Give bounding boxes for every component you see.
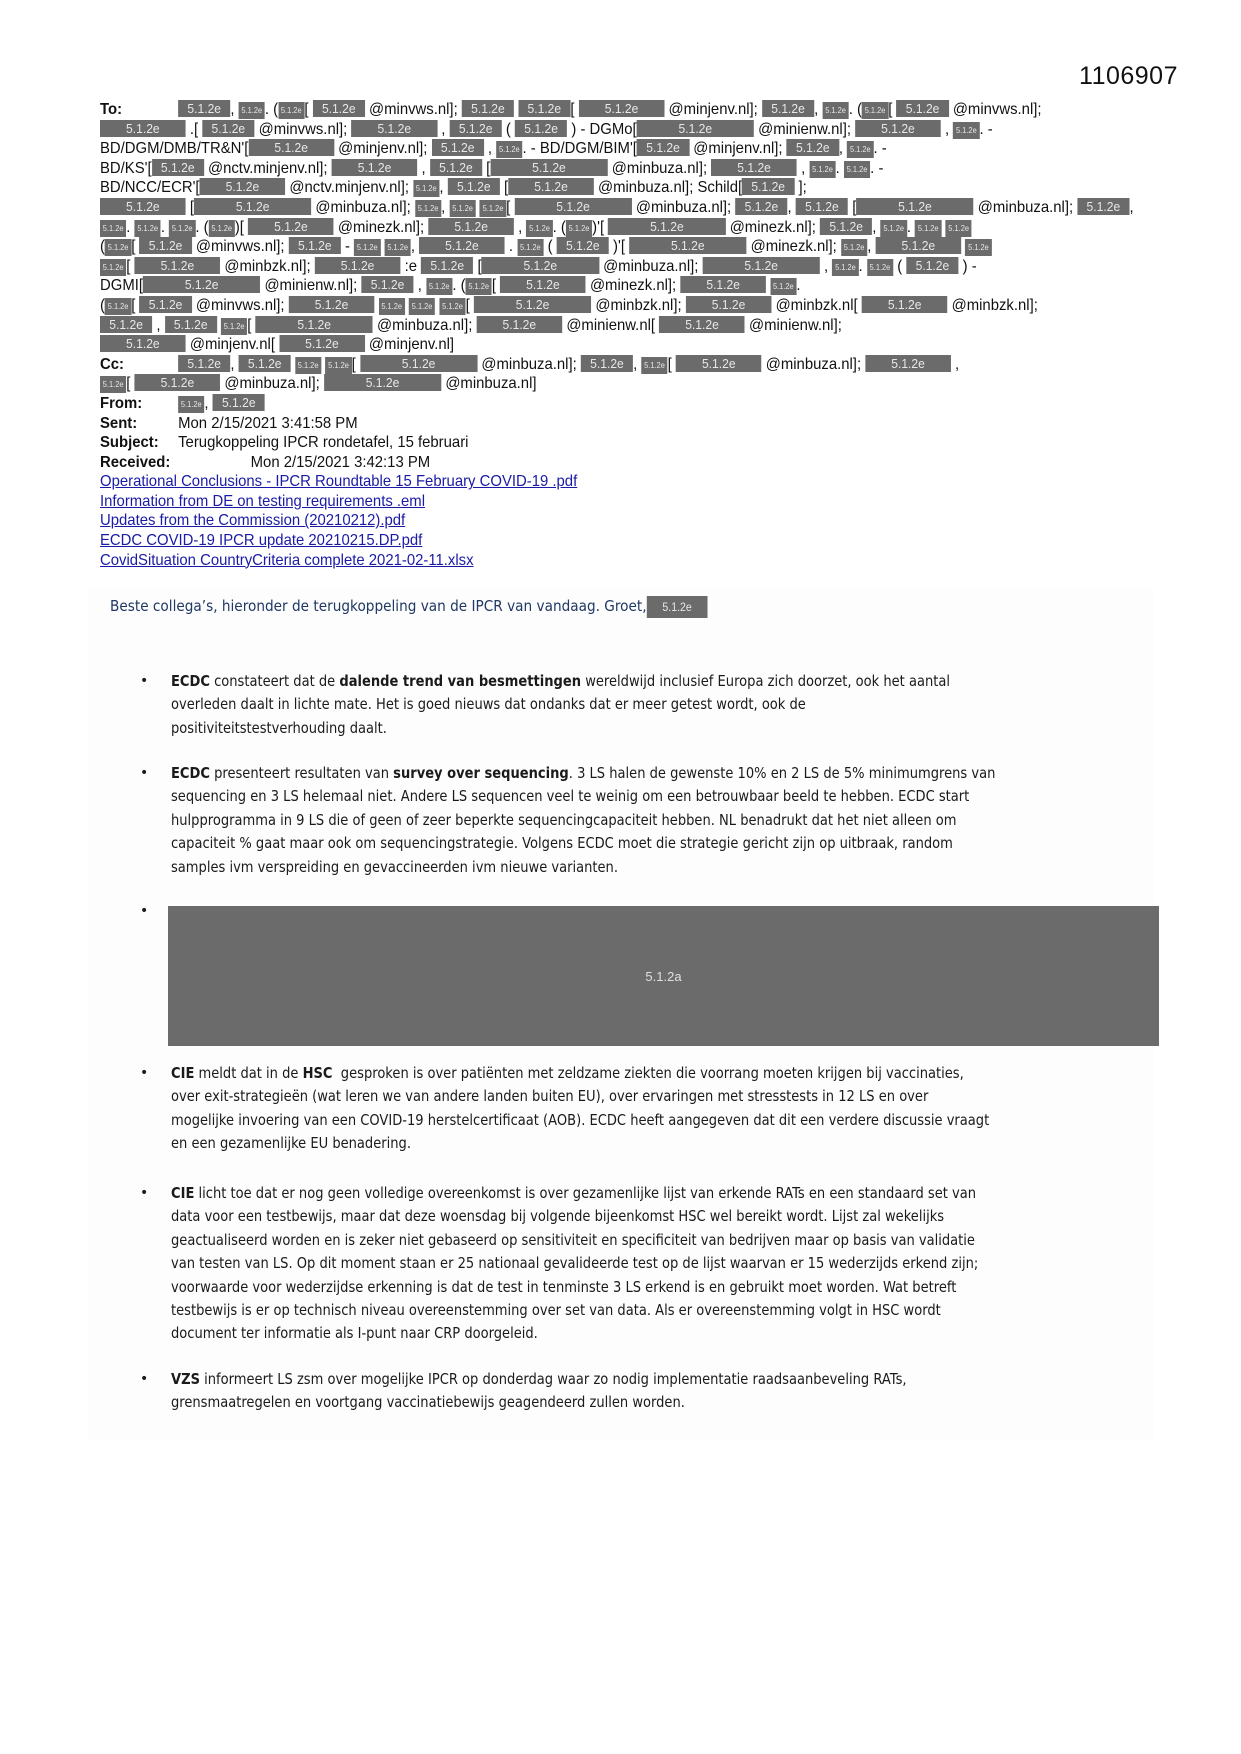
bullet-text: ECDC presenteert resultaten van survey over sequencing. 3 LS halen de gewenste 10% en 2 LS de 5% minimumgrens van sequencing en 3 LS helemaal niet. Andere LS sequencen veel te weinig om een betrouwbaar beeld te hebben. ECDC start hulpprogramma in 9 LS die of geen of zeer beperkte sequencingcapaciteit hebben. NL benadrukt dat het niet alleen om capaciteit % gaat maar ook om sequencingstrategie. Volgens ECDC moet die strategie gericht zijn op uitbraak, random samples ivm verspreiding en gevaccineerden ivm nieuwe varianten. xyxy=(171,764,996,876)
redaction-box: 5.1.2e xyxy=(832,259,858,276)
redaction-box: 5.1.2e xyxy=(105,298,131,315)
redaction-box: 5.1.2e xyxy=(515,120,567,137)
redaction-box: 5.1.2e xyxy=(946,220,972,237)
redaction-box: 5.1.2e xyxy=(462,100,514,117)
redaction-box: 5.1.2e xyxy=(965,239,991,256)
redaction-box: 5.1.2e xyxy=(629,237,746,254)
subject-value: Terugkoppeling IPCR rondetafel, 15 februari xyxy=(178,434,469,452)
redaction-box: 5.1.2e xyxy=(867,259,893,276)
redaction-box: 5.1.2e xyxy=(421,257,473,274)
redaction-box: 5.1.2e xyxy=(862,102,888,119)
to-label: To: xyxy=(100,101,123,118)
redaction-box: 5.1.2e xyxy=(361,276,413,293)
redaction-box: 5.1.2e xyxy=(490,159,607,176)
recipient-line: Cc: 5.1.2e , 5.1.2e 5.1.2e 5.1.2e [ 5.1.2e @minbuza.nl]; 5.1.2e , 5.1.2e [ 5.1.2e @minbuza.nl]; 5.1.2e , xyxy=(100,355,960,373)
redaction-box: 5.1.2e xyxy=(517,239,543,256)
redaction-box: 5.1.2e xyxy=(415,200,441,217)
bullet-icon: • xyxy=(140,1185,149,1201)
redaction-box: 5.1.2e xyxy=(659,316,745,333)
cc-label: Cc: xyxy=(100,355,124,373)
redaction-box: 5.1.2e xyxy=(432,139,484,156)
bullet-icon: • xyxy=(140,765,149,781)
received-value: Mon 2/15/2021 3:42:13 PM xyxy=(250,453,431,471)
redaction-box: 5.1.2e xyxy=(770,278,796,295)
redaction-box: 5.1.2e xyxy=(862,296,948,313)
redaction-box: 5.1.2e xyxy=(881,220,907,237)
redaction-box: 5.1.2e xyxy=(426,278,452,295)
redaction-box: 5.1.2e xyxy=(647,596,708,618)
from-label: From: xyxy=(100,394,143,412)
redaction-box: 5.1.2e xyxy=(762,100,814,117)
redaction-box: 5.1.2e xyxy=(809,161,835,178)
redaction-box: 5.1.2e xyxy=(514,198,631,215)
redaction-box: 5.1.2e xyxy=(385,239,411,256)
recipient-line: BD/DGM/DMB/TR&N'[ 5.1.2e @minjenv.nl]; 5.1.2e , 5.1.2e . - BD/DGM/BIM'[ 5.1.2e @minjenv.nl]; 5.1.2e , 5.1.2e . - xyxy=(100,140,887,158)
bullet-text: ECDC constateert dat de dalende trend van besmettingen wereldwijd inclusief Europa zich doorzet, ook het aantal overleden daalt in lichte mate. Het is goed nieuws dat ondanks dat er meer getest wordt, ook de positiviteitstestverhouding daalt. xyxy=(171,672,950,737)
redaction-box: 5.1.2e xyxy=(100,335,186,352)
redaction-box: 5.1.2e xyxy=(409,298,435,315)
from-value: 5.1.2e , 5.1.2e xyxy=(178,395,265,412)
to-recipients xyxy=(100,100,1134,355)
redaction-box: 5.1.2e xyxy=(169,220,195,237)
subject-label: Subject: xyxy=(100,434,159,452)
redaction-box: 5.1.2e xyxy=(855,120,941,137)
redaction-box: 5.1.2e xyxy=(413,180,439,197)
recipient-line: ( 5.1.2e [ 5.1.2e @minvws.nl]; 5.1.2e 5.1.2e 5.1.2e 5.1.2e [ 5.1.2e @minbzk.nl]; 5.1.2e @minbzk.nl[ 5.1.2e @minbzk.nl]; xyxy=(100,296,1038,314)
redaction-box: 5.1.2e xyxy=(100,259,126,276)
recipient-line: DGMI[ 5.1.2e @minienw.nl]; 5.1.2e , 5.1.2e . ( 5.1.2e [ 5.1.2e @minezk.nl]; 5.1.2e 5.1.2e . xyxy=(100,277,801,295)
redaction-box: 5.1.2e xyxy=(213,394,265,411)
recipient-line: 5.1.2e [ 5.1.2e @minbuza.nl]; 5.1.2e , 5.1.2e 5.1.2e [ 5.1.2e @minbuza.nl]; 5.1.2e , 5.1.2e [ 5.1.2e @minbuza.nl]; 5.1.2e , xyxy=(100,198,1086,218)
redaction-box: 5.1.2e xyxy=(865,355,951,372)
redaction-box: 5.1.2e xyxy=(152,159,204,176)
bullet-icon: • xyxy=(140,903,149,919)
redaction-box: 5.1.2e xyxy=(135,220,161,237)
bullet-icon: • xyxy=(140,673,149,689)
redaction-box: 5.1.2e xyxy=(239,355,291,372)
redaction-box: 5.1.2e xyxy=(915,220,941,237)
redaction-box: 5.1.2e xyxy=(256,316,373,333)
redaction-box: 5.1.2e xyxy=(100,220,126,237)
bullet-cie-rats xyxy=(140,1182,1140,1346)
redaction-box: 5.1.2e xyxy=(379,298,405,315)
redaction-box: 5.1.2e xyxy=(637,139,689,156)
redaction-box: 5.1.2e xyxy=(100,198,186,215)
bullet-ecdc-sequencing xyxy=(140,762,1140,879)
redaction-box: 5.1.2e xyxy=(430,159,482,176)
redaction-box: 5.1.2e xyxy=(419,237,505,254)
bullet-vzs xyxy=(140,1368,1140,1415)
redaction-box: 5.1.2e xyxy=(100,120,186,137)
redaction-box: 5.1.2e xyxy=(278,102,304,119)
redaction-box: 5.1.2e xyxy=(822,102,848,119)
received-label: Received: xyxy=(100,453,171,471)
redaction-box: 5.1.2e xyxy=(194,198,311,215)
redaction-box: 5.1.2e xyxy=(742,178,794,195)
redaction-box: 5.1.2e xyxy=(248,139,334,156)
redaction-box: 5.1.2e xyxy=(1077,198,1129,215)
redaction-box: 5.1.2e xyxy=(200,178,286,195)
sent-row xyxy=(100,414,1086,434)
redaction-box: 5.1.2e xyxy=(875,237,961,254)
redaction-box: 5.1.2e xyxy=(847,141,873,158)
redaction-box: 5.1.2e xyxy=(439,298,465,315)
redaction-box: 5.1.2e xyxy=(289,237,341,254)
attachment-link[interactable]: ECDC COVID-19 IPCR update 20210215.DP.pdf xyxy=(100,532,423,550)
redaction-box: 5.1.2e xyxy=(313,100,365,117)
redaction-box: 5.1.2e xyxy=(360,355,477,372)
redaction-box: 5.1.2e xyxy=(735,198,787,215)
bullet-cie-hsc xyxy=(140,1062,1140,1156)
redaction-box: 5.1.2e xyxy=(354,239,380,256)
redaction-box: 5.1.2e xyxy=(332,159,418,176)
redaction-box: 5.1.2e xyxy=(448,178,500,195)
attachment-link[interactable]: CovidSituation CountryCriteria complete 2021-02-11.xlsx xyxy=(100,551,474,569)
attachment-link[interactable]: Operational Conclusions - IPCR Roundtable 15 February COVID-19 .pdf xyxy=(100,473,578,491)
redaction-box: 5.1.2e xyxy=(221,318,247,335)
redaction-box: 5.1.2e xyxy=(178,100,230,117)
redaction-box: 5.1.2e xyxy=(787,139,839,156)
redaction-box: 5.1.2e xyxy=(820,218,872,235)
redaction-box: 5.1.2e xyxy=(566,220,592,237)
redaction-box: 5.1.2e xyxy=(105,239,131,256)
redaction-box: 5.1.2e xyxy=(703,257,820,274)
recipient-line: 5.1.2e . 5.1.2e . 5.1.2e . ( 5.1.2e )[ 5.1.2e @minezk.nl]; 5.1.2e , 5.1.2e . ( 5.1.2e )'[ 5.1.2e @minezk.nl]; 5.1.2e , 5.1.2e . 5.1.2e 5.1.2e xyxy=(100,218,1086,238)
email-header xyxy=(100,100,1134,570)
redaction-box: 5.1.2e xyxy=(449,200,475,217)
recipient-line: To: 5.1.2e , 5.1.2e . ( 5.1.2e [ 5.1.2e @minvws.nl]; 5.1.2e 5.1.2e [ 5.1.2e @minjenv.nl]; 5.1.2e , 5.1.2e . ( 5.1.2e [ 5.1.2e @minvws.nl]; xyxy=(100,101,1042,118)
redaction-box: 5.1.2e xyxy=(178,396,204,413)
redaction-box: 5.1.2e xyxy=(480,200,506,217)
redaction-box: 5.1.2e xyxy=(325,357,351,374)
redaction-box: 5.1.2e xyxy=(324,374,441,391)
recipient-line: BD/NCC/ECR'[ 5.1.2e @nctv.minjenv.nl]; 5.1.2e , 5.1.2e [ 5.1.2e @minbuza.nl]; Schild[ 5.1.2e ]; xyxy=(100,179,807,197)
redaction-box: 5.1.2e xyxy=(608,218,725,235)
received-row xyxy=(100,453,1086,473)
bullet-icon: • xyxy=(140,1371,149,1387)
recipient-line: BD/KS'[ 5.1.2e @nctv.minjenv.nl]; 5.1.2e , 5.1.2e [ 5.1.2e @minbuza.nl]; 5.1.2e , 5.1.2e . 5.1.2e . - xyxy=(100,159,884,177)
redaction-box: 5.1.2e xyxy=(557,237,609,254)
subject-row xyxy=(100,433,1086,453)
redaction-box: 5.1.2e xyxy=(248,218,334,235)
redaction-box: 5.1.2e xyxy=(500,276,586,293)
redaction-box: 5.1.2e xyxy=(641,357,667,374)
recipient-line: 5.1.2e [ 5.1.2e @minbzk.nl]; 5.1.2e :e 5.1.2e [ 5.1.2e @minbuza.nl]; 5.1.2e , 5.1.2e . 5.1.2e ( 5.1.2e ) - xyxy=(100,257,1086,277)
recipient-line: ( 5.1.2e [ 5.1.2e @minvws.nl]; 5.1.2e - 5.1.2e 5.1.2e , 5.1.2e . 5.1.2e ( 5.1.2e )'[ 5.1.2e @minezk.nl]; 5.1.2e , 5.1.2e 5.1.2e xyxy=(100,237,1086,257)
from-row xyxy=(100,394,1086,414)
redaction-box: 5.1.2e xyxy=(100,376,126,393)
attachment-link[interactable]: Information from DE on testing requirements .eml xyxy=(100,492,426,510)
redaction-box: 5.1.2e xyxy=(165,316,217,333)
redaction-box: 5.1.2e xyxy=(289,296,375,313)
recipient-line: 5.1.2e .[ 5.1.2e @minvws.nl]; 5.1.2e , 5.1.2e ( 5.1.2e ) - DGMo[ 5.1.2e @minienw.nl]; 5.1.2e , 5.1.2e . - xyxy=(100,120,1086,140)
redaction-box: 5.1.2e xyxy=(482,257,599,274)
redaction-box: 5.1.2e xyxy=(466,278,492,295)
attachment-link[interactable]: Updates from the Commission (20210212).pdf xyxy=(100,512,406,530)
redaction-box: 5.1.2e xyxy=(139,296,191,313)
intro-text: Beste collega’s, hieronder de terugkoppeling van de IPCR van vandaag. Groet, xyxy=(110,597,647,615)
redaction-box: 5.1.2e xyxy=(178,355,230,372)
bullet-ecdc-trend xyxy=(140,670,1140,740)
cc-recipients xyxy=(100,355,1086,394)
document-number: 1106907 xyxy=(1079,62,1178,90)
redaction-box: 5.1.2e xyxy=(906,257,958,274)
redaction-box: 5.1.2e xyxy=(351,120,437,137)
redaction-box: 5.1.2e xyxy=(896,100,948,117)
redaction-box: 5.1.2e xyxy=(239,102,265,119)
redaction-box: 5.1.2e xyxy=(581,355,633,372)
redaction-box: 5.1.2e xyxy=(474,296,591,313)
redaction-box: 5.1.2e xyxy=(135,257,221,274)
bullet-text: CIE meldt dat in de HSC gesproken is over patiënten met zeldzame ziekten die voorrang moeten krijgen bij vaccinaties, over exit-strategieën (wat leren we van andere landen buiten EU), over ervaringen met stresstests in 12 LS en over mogelijke invoering van een COVID-19 herstelcertificaat (AOB). ECDC heeft aangegeven dat dit een verdere discussie vraagt en een gezamenlijke EU benadering. xyxy=(171,1064,990,1153)
redaction-box: 5.1.2e xyxy=(686,296,772,313)
redaction-box: 5.1.2e xyxy=(579,100,665,117)
redaction-box: 5.1.2e xyxy=(202,120,254,137)
redaction-box: 5.1.2e xyxy=(476,316,562,333)
recipient-line: 5.1.2e [ 5.1.2e @minbuza.nl]; 5.1.2e @minbuza.nl] xyxy=(100,374,1086,394)
redaction-box: 5.1.2e xyxy=(796,198,848,215)
bullet-text: VZS informeert LS zsm over mogelijke IPCR op donderdag waar zo nodig implementatie raadsaanbeveling RATs, grensmaatregelen en voortgang vaccinatiebewijs geagendeerd zullen worden. xyxy=(171,1370,907,1412)
redaction-box: 5.1.2e xyxy=(841,239,867,256)
redaction-box: 5.1.2e xyxy=(450,120,502,137)
redacted-paragraph: 5.1.2a xyxy=(168,906,1159,1046)
sent-label: Sent: xyxy=(100,414,138,432)
redaction-box: 5.1.2e xyxy=(135,374,221,391)
redaction-box: 5.1.2e xyxy=(315,257,401,274)
bullet-icon: • xyxy=(140,1065,149,1081)
recipient-line: 5.1.2e , 5.1.2e 5.1.2e [ 5.1.2e @minbuza.nl]; 5.1.2e @minienw.nl[ 5.1.2e @minienw.nl]; xyxy=(100,316,1086,336)
bullet-text: CIE licht toe dat er nog geen volledige overeenkomst is over gezamenlijke lijst van erkende RATs en een standaard set van data voor een testbewijs, maar dat deze woensdag bij volgende bijeenkomst HSC wel bereikt wordt. Lijst zal wekelijks geactualiseerd worden en is zeker niet gebaseerd op sensitiviteit en specificiteit van bedrijven maar op basis van validatie van testen van LS. Op dit moment staan er 25 nationaal gevalideerde test op de lijst waarvan er 15 wederzijds erkend zijn; voorwaarde voor wederzijdse erkenning is dat de test in tenminste 3 LS erkend is en gebruikt moet worden. Wat betreft testbewijs is er op technisch niveau overeenstemming over set van data. Als er overeenstemming volgt in HSC wordt document ter informatie als I-punt naar CRP doorgeleid. xyxy=(171,1184,979,1343)
redaction-box: 5.1.2e xyxy=(139,237,191,254)
redaction-box: 5.1.2e xyxy=(279,335,365,352)
redaction-box: 5.1.2e xyxy=(953,122,979,139)
redaction-box: 5.1.2e xyxy=(100,316,152,333)
redaction-box: 5.1.2e xyxy=(844,161,870,178)
redaction-box: 5.1.2e xyxy=(676,355,762,372)
redaction-box: 5.1.2e xyxy=(428,218,514,235)
redaction-box: 5.1.2e xyxy=(496,141,522,158)
redaction-box: 5.1.2e xyxy=(711,159,797,176)
recipient-line: 5.1.2e @minjenv.nl[ 5.1.2e @minjenv.nl] xyxy=(100,335,1086,355)
redaction-box: 5.1.2e xyxy=(526,220,552,237)
intro-line xyxy=(110,596,708,618)
redaction-box: 5.1.2e xyxy=(856,198,973,215)
redaction-box: 5.1.2e xyxy=(637,120,754,137)
redaction-box: 5.1.2e xyxy=(680,276,766,293)
attachment-list xyxy=(100,472,1086,570)
redaction-box: 5.1.2e xyxy=(209,220,235,237)
redaction-box: 5.1.2e xyxy=(143,276,260,293)
redaction-box: 5.1.2e xyxy=(508,178,594,195)
redaction-box: 5.1.2e xyxy=(518,100,570,117)
sent-value: Mon 2/15/2021 3:41:58 PM xyxy=(178,414,358,432)
redaction-box: 5.1.2e xyxy=(295,357,321,374)
